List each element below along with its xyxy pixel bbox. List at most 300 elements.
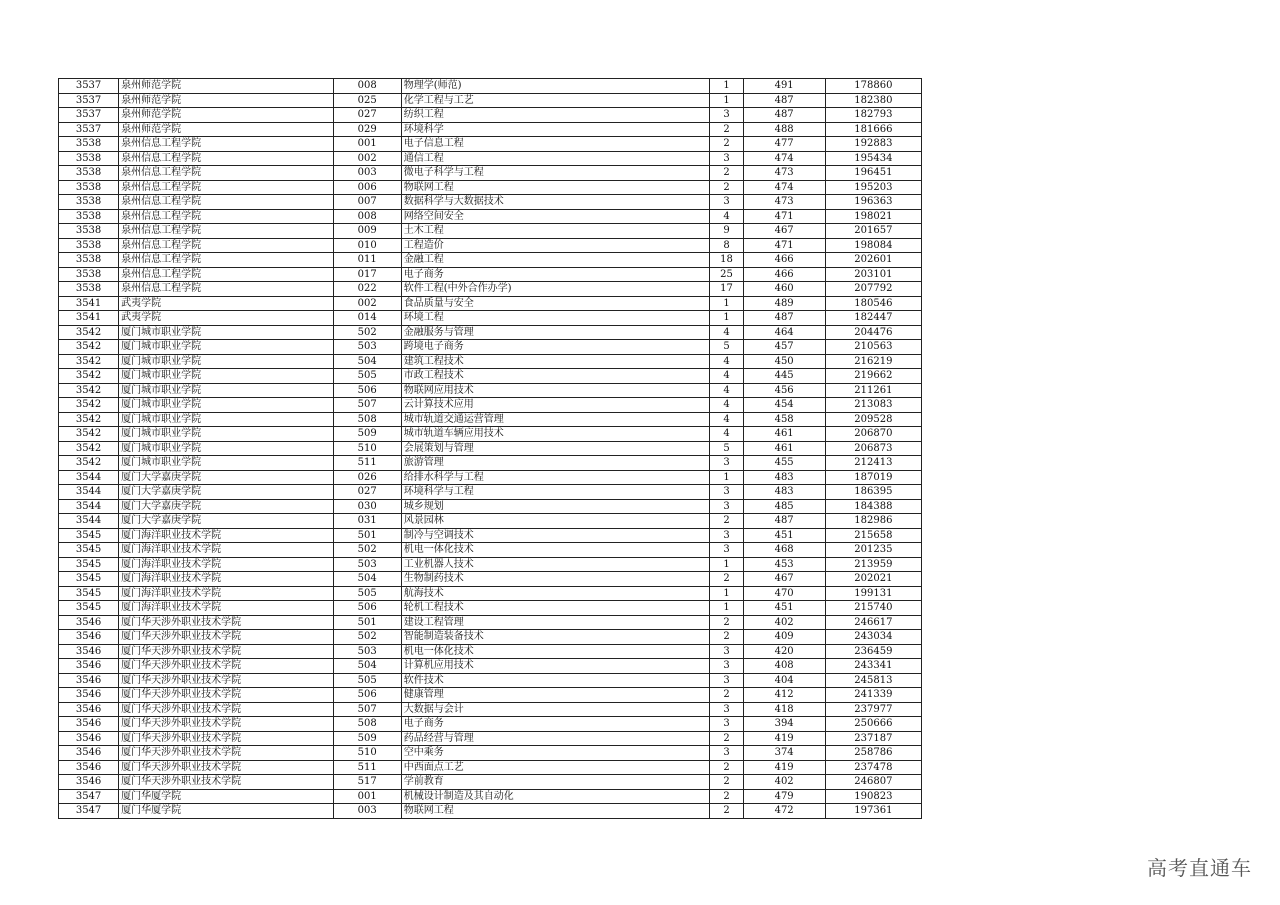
table-row [59, 253, 922, 268]
min-rank-cell: 206870 [825, 427, 921, 442]
school-code-cell: 3547 [59, 789, 119, 804]
major-code-cell: 505 [333, 369, 401, 384]
table-row [59, 644, 922, 659]
table-row [59, 528, 922, 543]
plan-count-cell: 9 [710, 224, 743, 239]
major-name-cell: 化学工程与工艺 [401, 93, 710, 108]
plan-count-cell: 3 [710, 456, 743, 471]
major-name-cell: 制冷与空调技术 [401, 528, 710, 543]
school-name-cell: 厦门城市职业学院 [119, 412, 333, 427]
major-name-cell: 软件工程(中外合作办学) [401, 282, 710, 297]
major-code-cell: 506 [333, 688, 401, 703]
major-code-cell: 009 [333, 224, 401, 239]
min-rank-cell: 184388 [825, 499, 921, 514]
min-rank-cell: 202021 [825, 572, 921, 587]
min-rank-cell: 245813 [825, 673, 921, 688]
major-code-cell: 008 [333, 209, 401, 224]
min-score-cell: 473 [743, 166, 825, 181]
major-name-cell: 物联网工程 [401, 804, 710, 819]
table-row [59, 427, 922, 442]
school-code-cell: 3537 [59, 108, 119, 123]
min-score-cell: 472 [743, 804, 825, 819]
school-code-cell: 3546 [59, 615, 119, 630]
plan-count-cell: 1 [710, 586, 743, 601]
school-name-cell: 厦门大学嘉庚学院 [119, 499, 333, 514]
major-name-cell: 机电一体化技术 [401, 543, 710, 558]
major-name-cell: 中西面点工艺 [401, 760, 710, 775]
school-name-cell: 厦门城市职业学院 [119, 398, 333, 413]
min-rank-cell: 246617 [825, 615, 921, 630]
major-code-cell: 509 [333, 427, 401, 442]
table-row [59, 688, 922, 703]
min-rank-cell: 201657 [825, 224, 921, 239]
table-row [59, 412, 922, 427]
min-rank-cell: 196451 [825, 166, 921, 181]
table-row [59, 499, 922, 514]
major-code-cell: 508 [333, 412, 401, 427]
school-code-cell: 3537 [59, 122, 119, 137]
major-code-cell: 008 [333, 79, 401, 94]
school-code-cell: 3546 [59, 659, 119, 674]
school-code-cell: 3541 [59, 296, 119, 311]
major-code-cell: 502 [333, 325, 401, 340]
min-rank-cell: 195203 [825, 180, 921, 195]
major-name-cell: 跨境电子商务 [401, 340, 710, 355]
major-code-cell: 504 [333, 572, 401, 587]
school-code-cell: 3545 [59, 586, 119, 601]
min-score-cell: 487 [743, 311, 825, 326]
table-row [59, 557, 922, 572]
school-name-cell: 厦门城市职业学院 [119, 383, 333, 398]
major-name-cell: 风景园林 [401, 514, 710, 529]
plan-count-cell: 1 [710, 470, 743, 485]
major-name-cell: 会展策划与管理 [401, 441, 710, 456]
major-code-cell: 026 [333, 470, 401, 485]
min-rank-cell: 250666 [825, 717, 921, 732]
min-score-cell: 468 [743, 543, 825, 558]
min-score-cell: 419 [743, 731, 825, 746]
major-name-cell: 食品质量与安全 [401, 296, 710, 311]
school-name-cell: 厦门华天涉外职业技术学院 [119, 775, 333, 790]
major-code-cell: 505 [333, 586, 401, 601]
school-name-cell: 泉州信息工程学院 [119, 180, 333, 195]
admissions-table [58, 78, 922, 819]
major-code-cell: 510 [333, 746, 401, 761]
min-rank-cell: 243034 [825, 630, 921, 645]
min-rank-cell: 243341 [825, 659, 921, 674]
school-name-cell: 泉州信息工程学院 [119, 166, 333, 181]
school-name-cell: 泉州师范学院 [119, 79, 333, 94]
major-code-cell: 504 [333, 659, 401, 674]
school-name-cell: 泉州信息工程学院 [119, 224, 333, 239]
school-name-cell: 厦门海洋职业技术学院 [119, 572, 333, 587]
school-name-cell: 厦门海洋职业技术学院 [119, 557, 333, 572]
plan-count-cell: 1 [710, 296, 743, 311]
major-name-cell: 机械设计制造及其自动化 [401, 789, 710, 804]
min-score-cell: 485 [743, 499, 825, 514]
major-name-cell: 物联网工程 [401, 180, 710, 195]
major-name-cell: 工程造价 [401, 238, 710, 253]
school-name-cell: 厦门华天涉外职业技术学院 [119, 746, 333, 761]
min-score-cell: 483 [743, 470, 825, 485]
plan-count-cell: 3 [710, 644, 743, 659]
table-row [59, 311, 922, 326]
school-name-cell: 泉州信息工程学院 [119, 137, 333, 152]
min-rank-cell: 178860 [825, 79, 921, 94]
major-name-cell: 轮机工程技术 [401, 601, 710, 616]
school-name-cell: 厦门华厦学院 [119, 789, 333, 804]
min-score-cell: 420 [743, 644, 825, 659]
plan-count-cell: 3 [710, 151, 743, 166]
school-code-cell: 3538 [59, 282, 119, 297]
major-name-cell: 纺织工程 [401, 108, 710, 123]
min-rank-cell: 215658 [825, 528, 921, 543]
table-row [59, 456, 922, 471]
school-name-cell: 厦门海洋职业技术学院 [119, 543, 333, 558]
table-row [59, 238, 922, 253]
major-name-cell: 数据科学与大数据技术 [401, 195, 710, 210]
school-name-cell: 泉州信息工程学院 [119, 253, 333, 268]
min-score-cell: 451 [743, 601, 825, 616]
major-name-cell: 环境科学与工程 [401, 485, 710, 500]
school-code-cell: 3538 [59, 209, 119, 224]
school-code-cell: 3538 [59, 224, 119, 239]
table-row [59, 659, 922, 674]
min-score-cell: 470 [743, 586, 825, 601]
min-score-cell: 466 [743, 253, 825, 268]
major-code-cell: 002 [333, 151, 401, 166]
major-name-cell: 学前教育 [401, 775, 710, 790]
min-score-cell: 464 [743, 325, 825, 340]
major-code-cell: 511 [333, 760, 401, 775]
min-score-cell: 455 [743, 456, 825, 471]
school-code-cell: 3545 [59, 557, 119, 572]
min-score-cell: 394 [743, 717, 825, 732]
school-code-cell: 3544 [59, 499, 119, 514]
school-code-cell: 3546 [59, 630, 119, 645]
plan-count-cell: 2 [710, 775, 743, 790]
major-code-cell: 509 [333, 731, 401, 746]
school-code-cell: 3545 [59, 543, 119, 558]
major-code-cell: 027 [333, 108, 401, 123]
school-code-cell: 3546 [59, 702, 119, 717]
major-code-cell: 014 [333, 311, 401, 326]
table-row [59, 137, 922, 152]
school-name-cell: 泉州师范学院 [119, 122, 333, 137]
major-code-cell: 006 [333, 180, 401, 195]
min-score-cell: 489 [743, 296, 825, 311]
school-code-cell: 3546 [59, 746, 119, 761]
school-name-cell: 厦门华天涉外职业技术学院 [119, 688, 333, 703]
school-name-cell: 厦门城市职业学院 [119, 441, 333, 456]
major-code-cell: 002 [333, 296, 401, 311]
min-rank-cell: 198021 [825, 209, 921, 224]
plan-count-cell: 2 [710, 572, 743, 587]
table-row [59, 717, 922, 732]
plan-count-cell: 3 [710, 499, 743, 514]
table-row [59, 572, 922, 587]
school-code-cell: 3544 [59, 470, 119, 485]
min-rank-cell: 190823 [825, 789, 921, 804]
major-code-cell: 508 [333, 717, 401, 732]
school-code-cell: 3542 [59, 354, 119, 369]
major-code-cell: 503 [333, 644, 401, 659]
plan-count-cell: 2 [710, 789, 743, 804]
min-rank-cell: 195434 [825, 151, 921, 166]
major-code-cell: 506 [333, 383, 401, 398]
min-score-cell: 461 [743, 441, 825, 456]
table-row [59, 325, 922, 340]
school-name-cell: 厦门海洋职业技术学院 [119, 601, 333, 616]
min-rank-cell: 215740 [825, 601, 921, 616]
plan-count-cell: 3 [710, 746, 743, 761]
school-code-cell: 3541 [59, 311, 119, 326]
min-score-cell: 483 [743, 485, 825, 500]
table-row [59, 441, 922, 456]
major-name-cell: 金融工程 [401, 253, 710, 268]
school-code-cell: 3546 [59, 760, 119, 775]
plan-count-cell: 2 [710, 630, 743, 645]
min-score-cell: 471 [743, 238, 825, 253]
major-name-cell: 城乡规划 [401, 499, 710, 514]
min-score-cell: 460 [743, 282, 825, 297]
min-rank-cell: 237478 [825, 760, 921, 775]
min-score-cell: 402 [743, 615, 825, 630]
min-score-cell: 474 [743, 180, 825, 195]
school-name-cell: 厦门大学嘉庚学院 [119, 485, 333, 500]
school-code-cell: 3538 [59, 137, 119, 152]
table-row [59, 398, 922, 413]
min-rank-cell: 187019 [825, 470, 921, 485]
min-score-cell: 451 [743, 528, 825, 543]
min-score-cell: 412 [743, 688, 825, 703]
min-score-cell: 457 [743, 340, 825, 355]
major-code-cell: 504 [333, 354, 401, 369]
table-row [59, 746, 922, 761]
school-name-cell: 厦门城市职业学院 [119, 369, 333, 384]
table-row [59, 731, 922, 746]
min-score-cell: 491 [743, 79, 825, 94]
min-score-cell: 467 [743, 572, 825, 587]
min-score-cell: 473 [743, 195, 825, 210]
school-name-cell: 厦门华天涉外职业技术学院 [119, 760, 333, 775]
plan-count-cell: 3 [710, 195, 743, 210]
min-score-cell: 479 [743, 789, 825, 804]
major-name-cell: 建筑工程技术 [401, 354, 710, 369]
plan-count-cell: 3 [710, 485, 743, 500]
min-score-cell: 456 [743, 383, 825, 398]
min-rank-cell: 197361 [825, 804, 921, 819]
min-rank-cell: 186395 [825, 485, 921, 500]
plan-count-cell: 4 [710, 209, 743, 224]
min-score-cell: 408 [743, 659, 825, 674]
min-score-cell: 487 [743, 108, 825, 123]
min-rank-cell: 258786 [825, 746, 921, 761]
major-code-cell: 507 [333, 702, 401, 717]
min-score-cell: 404 [743, 673, 825, 688]
plan-count-cell: 4 [710, 427, 743, 442]
major-name-cell: 环境工程 [401, 311, 710, 326]
school-name-cell: 厦门城市职业学院 [119, 340, 333, 355]
table-row [59, 804, 922, 819]
plan-count-cell: 4 [710, 369, 743, 384]
school-code-cell: 3542 [59, 383, 119, 398]
major-name-cell: 微电子科学与工程 [401, 166, 710, 181]
school-name-cell: 厦门华天涉外职业技术学院 [119, 731, 333, 746]
major-name-cell: 通信工程 [401, 151, 710, 166]
min-score-cell: 374 [743, 746, 825, 761]
school-name-cell: 泉州师范学院 [119, 108, 333, 123]
school-code-cell: 3538 [59, 267, 119, 282]
plan-count-cell: 5 [710, 340, 743, 355]
table-row [59, 775, 922, 790]
major-code-cell: 011 [333, 253, 401, 268]
school-name-cell: 厦门华天涉外职业技术学院 [119, 659, 333, 674]
major-name-cell: 金融服务与管理 [401, 325, 710, 340]
major-name-cell: 电子商务 [401, 717, 710, 732]
plan-count-cell: 2 [710, 180, 743, 195]
school-code-cell: 3546 [59, 717, 119, 732]
major-code-cell: 505 [333, 673, 401, 688]
school-code-cell: 3542 [59, 412, 119, 427]
school-code-cell: 3546 [59, 688, 119, 703]
min-rank-cell: 219662 [825, 369, 921, 384]
major-name-cell: 建设工程管理 [401, 615, 710, 630]
min-rank-cell: 198084 [825, 238, 921, 253]
school-name-cell: 厦门华厦学院 [119, 804, 333, 819]
min-rank-cell: 202601 [825, 253, 921, 268]
table-row [59, 673, 922, 688]
min-rank-cell: 213083 [825, 398, 921, 413]
school-code-cell: 3547 [59, 804, 119, 819]
major-name-cell: 空中乘务 [401, 746, 710, 761]
major-name-cell: 物联网应用技术 [401, 383, 710, 398]
major-name-cell: 给排水科学与工程 [401, 470, 710, 485]
min-score-cell: 454 [743, 398, 825, 413]
school-code-cell: 3542 [59, 369, 119, 384]
major-name-cell: 土木工程 [401, 224, 710, 239]
table-row [59, 354, 922, 369]
school-code-cell: 3545 [59, 601, 119, 616]
major-code-cell: 001 [333, 137, 401, 152]
major-code-cell: 517 [333, 775, 401, 790]
plan-count-cell: 3 [710, 659, 743, 674]
min-score-cell: 419 [743, 760, 825, 775]
table-row [59, 514, 922, 529]
plan-count-cell: 2 [710, 731, 743, 746]
min-score-cell: 474 [743, 151, 825, 166]
plan-count-cell: 3 [710, 702, 743, 717]
plan-count-cell: 4 [710, 412, 743, 427]
major-code-cell: 506 [333, 601, 401, 616]
school-name-cell: 厦门华天涉外职业技术学院 [119, 673, 333, 688]
min-score-cell: 487 [743, 514, 825, 529]
major-code-cell: 025 [333, 93, 401, 108]
school-name-cell: 武夷学院 [119, 311, 333, 326]
major-name-cell: 生物制药技术 [401, 572, 710, 587]
table-row [59, 267, 922, 282]
table-row [59, 586, 922, 601]
plan-count-cell: 2 [710, 688, 743, 703]
major-code-cell: 502 [333, 543, 401, 558]
table-row [59, 282, 922, 297]
min-score-cell: 467 [743, 224, 825, 239]
major-name-cell: 环境科学 [401, 122, 710, 137]
school-name-cell: 厦门华天涉外职业技术学院 [119, 630, 333, 645]
table-body [59, 79, 922, 819]
school-name-cell: 厦门城市职业学院 [119, 427, 333, 442]
major-name-cell: 机电一体化技术 [401, 644, 710, 659]
school-name-cell: 厦门海洋职业技术学院 [119, 528, 333, 543]
school-name-cell: 泉州信息工程学院 [119, 195, 333, 210]
plan-count-cell: 18 [710, 253, 743, 268]
major-name-cell: 城市轨道交通运营管理 [401, 412, 710, 427]
major-name-cell: 网络空间安全 [401, 209, 710, 224]
school-name-cell: 厦门华天涉外职业技术学院 [119, 615, 333, 630]
table-row [59, 93, 922, 108]
plan-count-cell: 3 [710, 528, 743, 543]
min-score-cell: 445 [743, 369, 825, 384]
table-row [59, 108, 922, 123]
school-code-cell: 3538 [59, 253, 119, 268]
plan-count-cell: 17 [710, 282, 743, 297]
major-code-cell: 001 [333, 789, 401, 804]
min-rank-cell: 207792 [825, 282, 921, 297]
min-rank-cell: 210563 [825, 340, 921, 355]
min-rank-cell: 204476 [825, 325, 921, 340]
min-rank-cell: 181666 [825, 122, 921, 137]
school-name-cell: 泉州师范学院 [119, 93, 333, 108]
school-name-cell: 厦门华天涉外职业技术学院 [119, 644, 333, 659]
table-row [59, 151, 922, 166]
min-score-cell: 487 [743, 93, 825, 108]
major-code-cell: 510 [333, 441, 401, 456]
plan-count-cell: 8 [710, 238, 743, 253]
school-code-cell: 3537 [59, 93, 119, 108]
min-rank-cell: 199131 [825, 586, 921, 601]
school-name-cell: 泉州信息工程学院 [119, 209, 333, 224]
plan-count-cell: 4 [710, 325, 743, 340]
major-name-cell: 智能制造装备技术 [401, 630, 710, 645]
min-rank-cell: 212413 [825, 456, 921, 471]
school-code-cell: 3545 [59, 528, 119, 543]
school-name-cell: 泉州信息工程学院 [119, 267, 333, 282]
min-rank-cell: 201235 [825, 543, 921, 558]
major-code-cell: 501 [333, 528, 401, 543]
major-code-cell: 029 [333, 122, 401, 137]
plan-count-cell: 1 [710, 93, 743, 108]
plan-count-cell: 5 [710, 441, 743, 456]
plan-count-cell: 4 [710, 354, 743, 369]
plan-count-cell: 3 [710, 543, 743, 558]
school-name-cell: 厦门大学嘉庚学院 [119, 470, 333, 485]
plan-count-cell: 3 [710, 673, 743, 688]
school-name-cell: 武夷学院 [119, 296, 333, 311]
min-rank-cell: 192883 [825, 137, 921, 152]
table-row [59, 470, 922, 485]
school-name-cell: 厦门华天涉外职业技术学院 [119, 702, 333, 717]
major-code-cell: 003 [333, 166, 401, 181]
plan-count-cell: 2 [710, 122, 743, 137]
table-row [59, 543, 922, 558]
table-row [59, 383, 922, 398]
table-row [59, 166, 922, 181]
min-score-cell: 418 [743, 702, 825, 717]
major-name-cell: 工业机器人技术 [401, 557, 710, 572]
plan-count-cell: 3 [710, 717, 743, 732]
school-code-cell: 3542 [59, 441, 119, 456]
plan-count-cell: 2 [710, 166, 743, 181]
